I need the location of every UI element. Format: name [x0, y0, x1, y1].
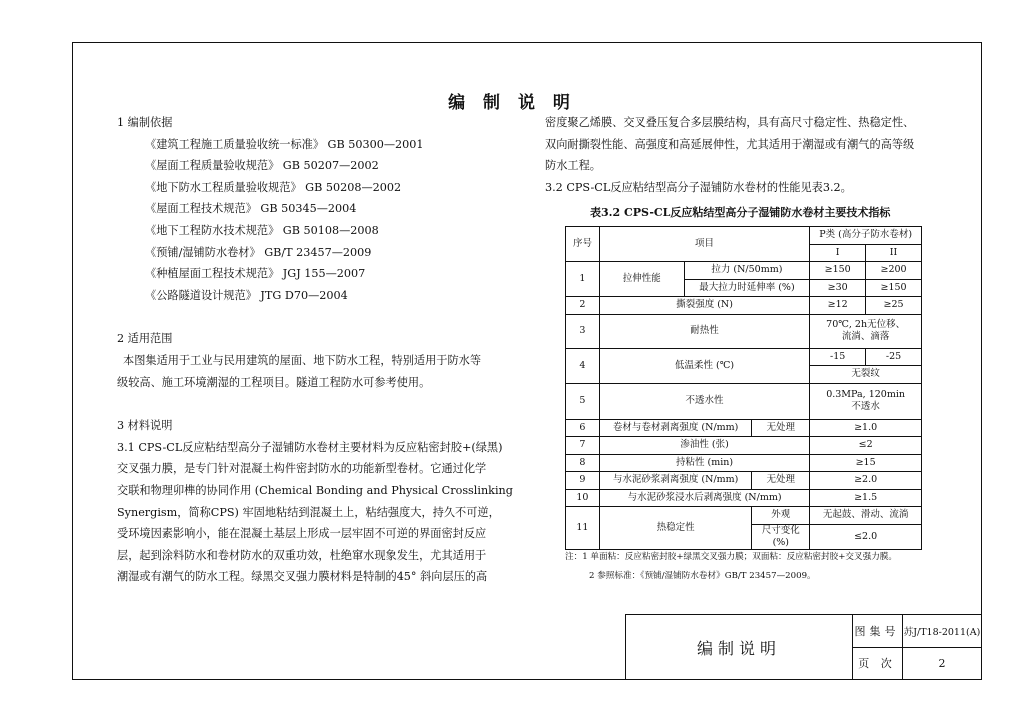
- cell: 无处理: [752, 419, 810, 437]
- cell: ≥15: [810, 454, 922, 472]
- table-row: [566, 437, 922, 455]
- cell: 热稳定性: [599, 507, 752, 550]
- cell: ≥30: [810, 279, 866, 297]
- cell: 10: [566, 489, 600, 507]
- title-block-row: [852, 615, 981, 648]
- cell: 无起鼓、滑动、流淌: [810, 507, 922, 525]
- table-notes: [565, 548, 897, 586]
- cell: ≥200: [866, 262, 922, 280]
- header-type: P类 (高分子防水卷材): [810, 227, 922, 245]
- cell: [810, 383, 922, 419]
- cell: 撕裂强度 (N): [599, 297, 809, 315]
- section-3-text: 交联和物理卯榫的协同作用 (Chemical Bonding and Physical Crosslinking: [117, 483, 513, 497]
- atlas-no-value: 苏J/T18-2011(A): [903, 627, 981, 638]
- spec-table: [565, 226, 922, 550]
- header-i: I: [810, 244, 866, 262]
- table-header-row: [566, 227, 922, 245]
- cell: 无裂纹: [810, 366, 922, 384]
- cell: 无处理: [752, 472, 810, 490]
- title-block-name: 编制说明: [626, 615, 853, 679]
- cell: ≤2.0: [810, 524, 922, 549]
- cell: 低温柔性 (℃): [599, 348, 809, 383]
- header-item: 项目: [599, 227, 809, 262]
- cell: 2: [566, 297, 600, 315]
- body-text: 防水工程。: [545, 159, 601, 173]
- section-3-heading: 3 材料说明: [117, 419, 173, 433]
- table-row: [566, 297, 922, 315]
- table-row: [566, 454, 922, 472]
- cell: 与水泥砂浆浸水后剥离强度 (N/mm): [599, 489, 809, 507]
- cell: -15: [810, 348, 866, 366]
- cell-line: 流淌、滴落: [841, 331, 890, 342]
- reference-item: 《预铺/湿铺防水卷材》 GB/T 23457—2009: [145, 245, 372, 259]
- page-number: 2: [938, 656, 946, 670]
- section-3-text: 3.1 CPS-CL反应粘结型高分子湿铺防水卷材主要材料为反应粘密封胶+(绿黑): [117, 440, 503, 454]
- page-label: 页 次: [852, 647, 903, 679]
- table-row: [566, 489, 922, 507]
- section-3-text: 交叉强力膜，是专门针对混凝土构件密封防水的功能新型卷材。它通过化学: [117, 462, 487, 476]
- cell: ≥150: [866, 279, 922, 297]
- page-title: 编 制 说 明: [448, 93, 576, 113]
- cell: ≤2: [810, 437, 922, 455]
- body-text: 双向耐撕裂性能、高强度和高延展伸性，尤其适用于潮湿或有潮气的高等级: [545, 137, 915, 151]
- section-3-text: Synergism，简称CPS) 牢固地粘结到混凝土上，粘结强度大，持久不可逆，: [117, 505, 500, 519]
- cell: ≥1.0: [810, 419, 922, 437]
- cell-line: 70℃, 2h无位移、: [826, 319, 906, 330]
- cell: 8: [566, 454, 600, 472]
- cell: ≥25: [866, 297, 922, 315]
- body-text: 密度聚乙烯膜、交叉叠压复合多层膜结构，具有高尺寸稳定性、热稳定性、: [545, 116, 915, 129]
- note-line: 2 参照标准：《预铺/湿铺防水卷材》GB/T 23457—2009。: [589, 571, 816, 581]
- reference-item: 《地下工程防水技术规范》 GB 50108—2008: [145, 223, 379, 237]
- cell: -25: [866, 348, 922, 366]
- section-3-text: 潮湿或有潮气的防水工程。绿黑交叉强力膜材料是特制的45° 斜向层压的高: [117, 570, 488, 584]
- section-2-text: 级较高、施工环境潮湿的工程项目。隧道工程防水可参考使用。: [117, 375, 431, 389]
- cell: 持粘性 (min): [599, 454, 809, 472]
- cell: 渗油性 (张): [599, 437, 809, 455]
- cell: 耐热性: [599, 314, 809, 348]
- header-ii: II: [866, 244, 922, 262]
- reference-item: 《屋面工程质量验收规范》 GB 50207—2002: [145, 159, 379, 173]
- cell: 尺寸变化 (%): [752, 524, 810, 549]
- right-column: [545, 112, 945, 198]
- table-row: [566, 348, 922, 366]
- section-2-heading: 2 适用范围: [117, 332, 173, 346]
- cell: 1: [566, 262, 600, 297]
- table-row: [566, 472, 922, 490]
- cell: 9: [566, 472, 600, 490]
- note-line: 注：1 单面粘：反应粘密封胶+绿黑交叉强力膜；双面粘：反应粘密封胶+交叉强力膜。: [565, 552, 897, 562]
- table-row: [566, 419, 922, 437]
- cell: 最大拉力时延伸率 (%): [684, 279, 810, 297]
- cell: 4: [566, 348, 600, 383]
- reference-item: 《地下防水工程质量验收规范》 GB 50208—2002: [145, 180, 402, 194]
- cell: 不透水性: [599, 383, 809, 419]
- left-column: [117, 112, 517, 588]
- reference-item: 《公路隧道设计规范》 JTG D70—2004: [145, 288, 348, 302]
- cell: ≥2.0: [810, 472, 922, 490]
- reference-item: 《种植屋面工程技术规范》 JGJ 155—2007: [145, 267, 366, 281]
- reference-item: 《建筑工程施工质量验收统一标准》 GB 50300—2001: [145, 137, 424, 151]
- cell: 3: [566, 314, 600, 348]
- table-row: [566, 383, 922, 419]
- section-3-text: 层，起到涂料防水和卷材防水的双重功效，杜绝窜水现象发生，尤其适用于: [117, 548, 487, 562]
- section-3-text: 受环境因素影响小，能在混凝土基层上形成一层牢固不可逆的界面密封反应: [117, 527, 487, 541]
- cell: ≥1.5: [810, 489, 922, 507]
- table-row: [566, 262, 922, 280]
- title-block-row: [852, 647, 981, 679]
- table-row: [566, 507, 922, 525]
- cell: 拉力 (N/50mm): [684, 262, 810, 280]
- cell: 外观: [752, 507, 810, 525]
- cell: 卷材与卷材剥离强度 (N/mm): [599, 419, 752, 437]
- reference-item: 《屋面工程技术规范》 GB 50345—2004: [145, 202, 357, 216]
- cell: 7: [566, 437, 600, 455]
- cell: 与水泥砂浆剥离强度 (N/mm): [599, 472, 752, 490]
- cell: 拉伸性能: [599, 262, 684, 297]
- section-2-text: 本图集适用于工业与民用建筑的屋面、地下防水工程，特别适用于防水等: [123, 353, 482, 367]
- cell: 5: [566, 383, 600, 419]
- title-block: [625, 614, 982, 680]
- cell: ≥12: [810, 297, 866, 315]
- cell: 11: [566, 507, 600, 550]
- cell: [810, 314, 922, 348]
- header-no: 序号: [566, 227, 600, 262]
- body-text: 3.2 CPS-CL反应粘结型高分子湿铺防水卷材的性能见表3.2。: [545, 180, 852, 194]
- section-1-heading: 1 编制依据: [117, 116, 173, 129]
- cell: ≥150: [810, 262, 866, 280]
- table-row: [566, 314, 922, 348]
- cell: 6: [566, 419, 600, 437]
- cell-line: 0.3MPa, 120min: [826, 389, 906, 400]
- table-caption: 表3.2 CPS-CL反应粘结型高分子湿铺防水卷材主要技术指标: [590, 206, 891, 219]
- atlas-no-label: 图集号: [852, 615, 903, 647]
- cell-line: 不透水: [851, 401, 880, 412]
